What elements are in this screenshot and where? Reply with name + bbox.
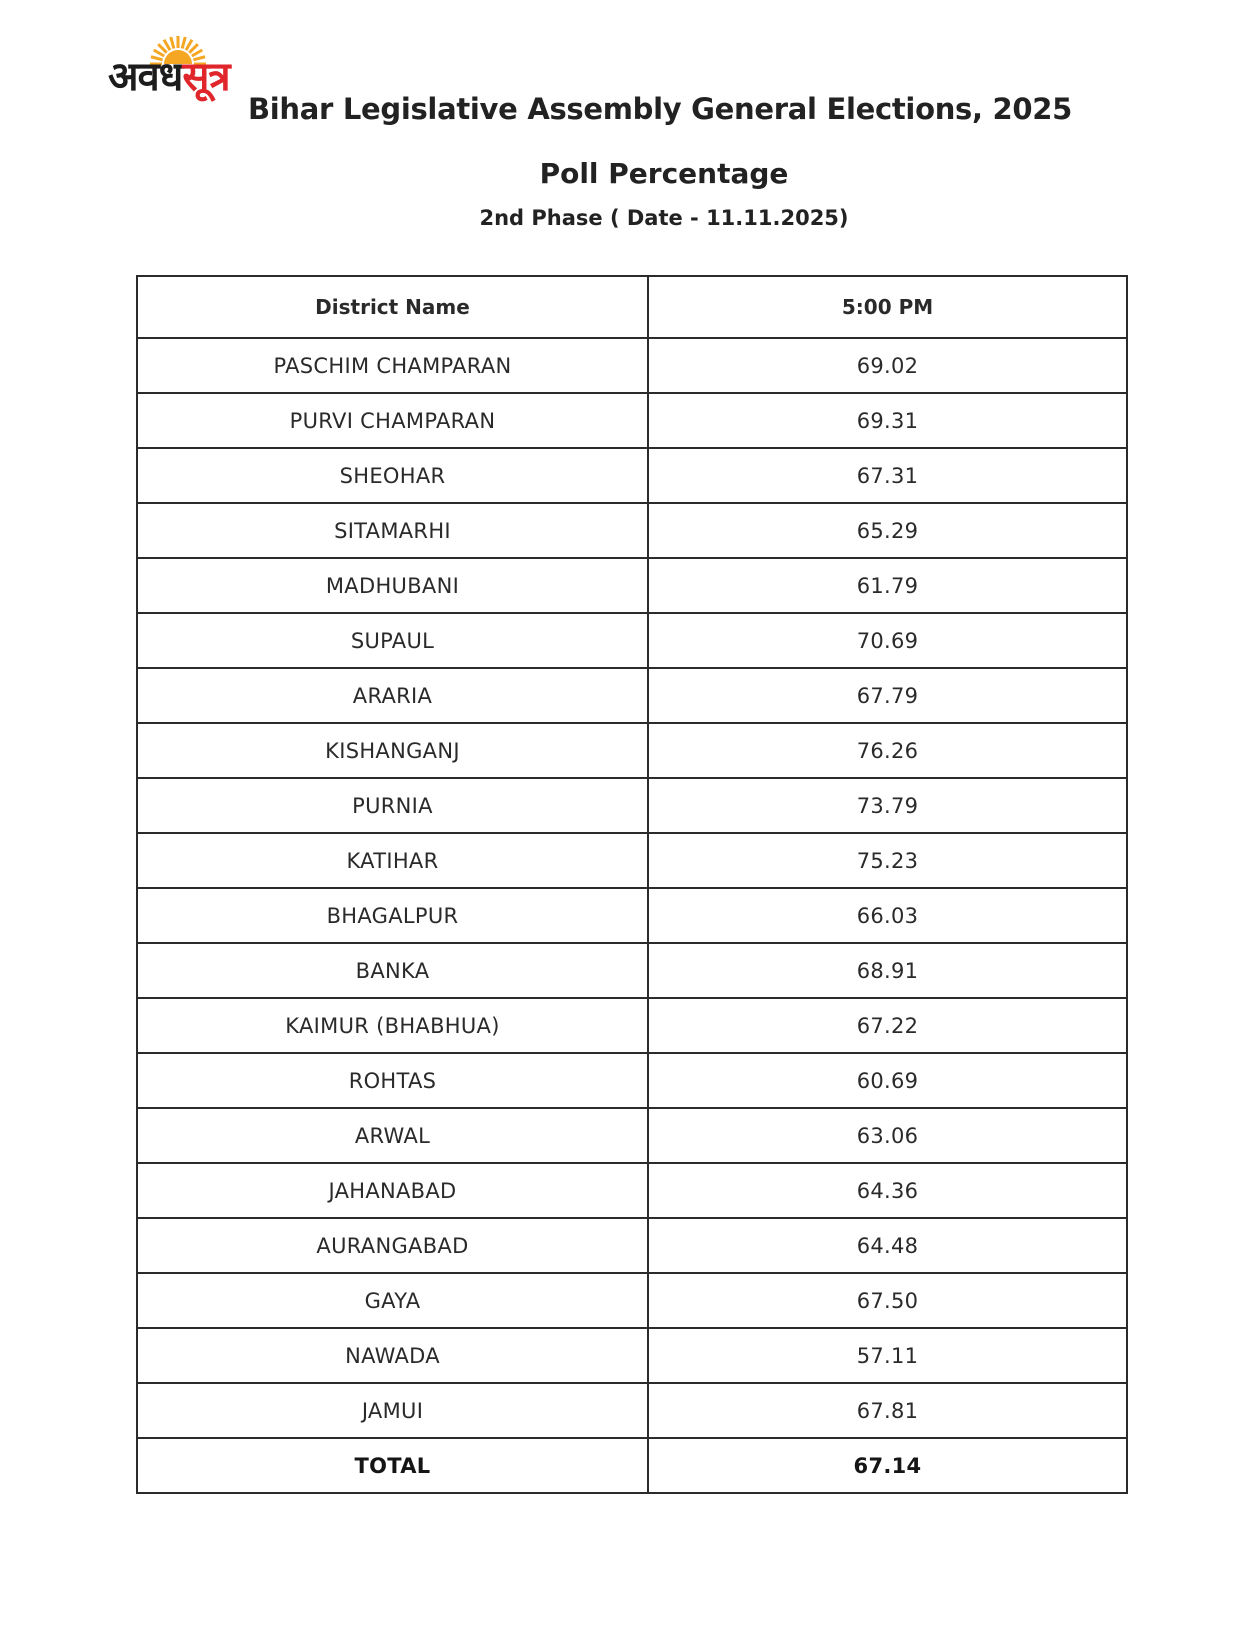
poll-percentage-cell: 63.06 — [648, 1108, 1127, 1163]
total-value: 67.14 — [648, 1438, 1127, 1493]
table-row — [137, 943, 1127, 998]
district-name-cell: PURVI CHAMPARAN — [137, 393, 648, 448]
table-row — [137, 613, 1127, 668]
district-name-cell: BHAGALPUR — [137, 888, 648, 943]
district-name-cell: PASCHIM CHAMPARAN — [137, 338, 648, 393]
poll-percentage-cell: 67.79 — [648, 668, 1127, 723]
district-name-cell: JAHANABAD — [137, 1163, 648, 1218]
poll-percentage-cell: 65.29 — [648, 503, 1127, 558]
poll-percentage-cell: 67.81 — [648, 1383, 1127, 1438]
sun-ray — [164, 40, 170, 50]
column-header-district: District Name — [137, 276, 648, 338]
district-name-cell: KATIHAR — [137, 833, 648, 888]
district-name-cell: MADHUBANI — [137, 558, 648, 613]
document-title: Bihar Legislative Assembly General Elections, 2025 — [247, 92, 1073, 126]
poll-percentage-cell: 70.69 — [648, 613, 1127, 668]
table-row — [137, 1053, 1127, 1108]
district-name-cell: ARARIA — [137, 668, 648, 723]
poll-percentage-cell: 66.03 — [648, 888, 1127, 943]
table-row — [137, 393, 1127, 448]
poll-percentage-cell: 69.31 — [648, 393, 1127, 448]
logo-text-red: सूत्र — [182, 54, 230, 100]
district-name-cell: ARWAL — [137, 1108, 648, 1163]
district-name-cell: SITAMARHI — [137, 503, 648, 558]
poll-percentage-cell: 67.22 — [648, 998, 1127, 1053]
district-name-cell: NAWADA — [137, 1328, 648, 1383]
district-name-cell: SUPAUL — [137, 613, 648, 668]
document-subheading: 2nd Phase ( Date - 11.11.2025) — [479, 206, 849, 230]
poll-percentage-cell: 67.50 — [648, 1273, 1127, 1328]
table-row — [137, 1383, 1127, 1438]
table-body — [137, 338, 1127, 1438]
district-name-cell: JAMUI — [137, 1383, 648, 1438]
district-name-cell: SHEOHAR — [137, 448, 648, 503]
district-name-cell: AURANGABAD — [137, 1218, 648, 1273]
poll-percentage-table — [136, 275, 1128, 1494]
table-row — [137, 668, 1127, 723]
table-row — [137, 778, 1127, 833]
table-row — [137, 998, 1127, 1053]
district-name-cell: ROHTAS — [137, 1053, 648, 1108]
table-row — [137, 1108, 1127, 1163]
poll-percentage-cell: 64.36 — [648, 1163, 1127, 1218]
column-header-time: 5:00 PM — [648, 276, 1127, 338]
document-heading: Poll Percentage — [539, 157, 789, 190]
district-name-cell: KISHANGANJ — [137, 723, 648, 778]
poll-percentage-cell: 64.48 — [648, 1218, 1127, 1273]
district-name-cell: PURNIA — [137, 778, 648, 833]
poll-percentage-cell: 76.26 — [648, 723, 1127, 778]
sun-ray — [182, 37, 185, 49]
district-name-cell: BANKA — [137, 943, 648, 998]
table-row — [137, 1328, 1127, 1383]
poll-percentage-cell: 73.79 — [648, 778, 1127, 833]
table-row — [137, 448, 1127, 503]
table-row — [137, 1218, 1127, 1273]
poll-percentage-cell: 60.69 — [648, 1053, 1127, 1108]
district-name-cell: KAIMUR (BHABHUA) — [137, 998, 648, 1053]
poll-percentage-cell: 69.02 — [648, 338, 1127, 393]
table-row — [137, 1273, 1127, 1328]
table-row — [137, 503, 1127, 558]
table-row — [137, 723, 1127, 778]
table-row — [137, 1163, 1127, 1218]
poll-percentage-cell: 75.23 — [648, 833, 1127, 888]
table-row — [137, 833, 1127, 888]
table-row — [137, 338, 1127, 393]
district-name-cell: GAYA — [137, 1273, 648, 1328]
poll-percentage-cell: 57.11 — [648, 1328, 1127, 1383]
poll-percentage-cell: 68.91 — [648, 943, 1127, 998]
total-row — [137, 1438, 1127, 1493]
poll-percentage-cell: 61.79 — [648, 558, 1127, 613]
table-header-row — [137, 276, 1127, 338]
sun-ray — [171, 37, 174, 49]
logo-text-dark: अवध — [108, 54, 183, 100]
table-row — [137, 888, 1127, 943]
total-label: TOTAL — [137, 1438, 648, 1493]
sun-ray — [186, 40, 192, 50]
poll-percentage-cell: 67.31 — [648, 448, 1127, 503]
table-row — [137, 558, 1127, 613]
